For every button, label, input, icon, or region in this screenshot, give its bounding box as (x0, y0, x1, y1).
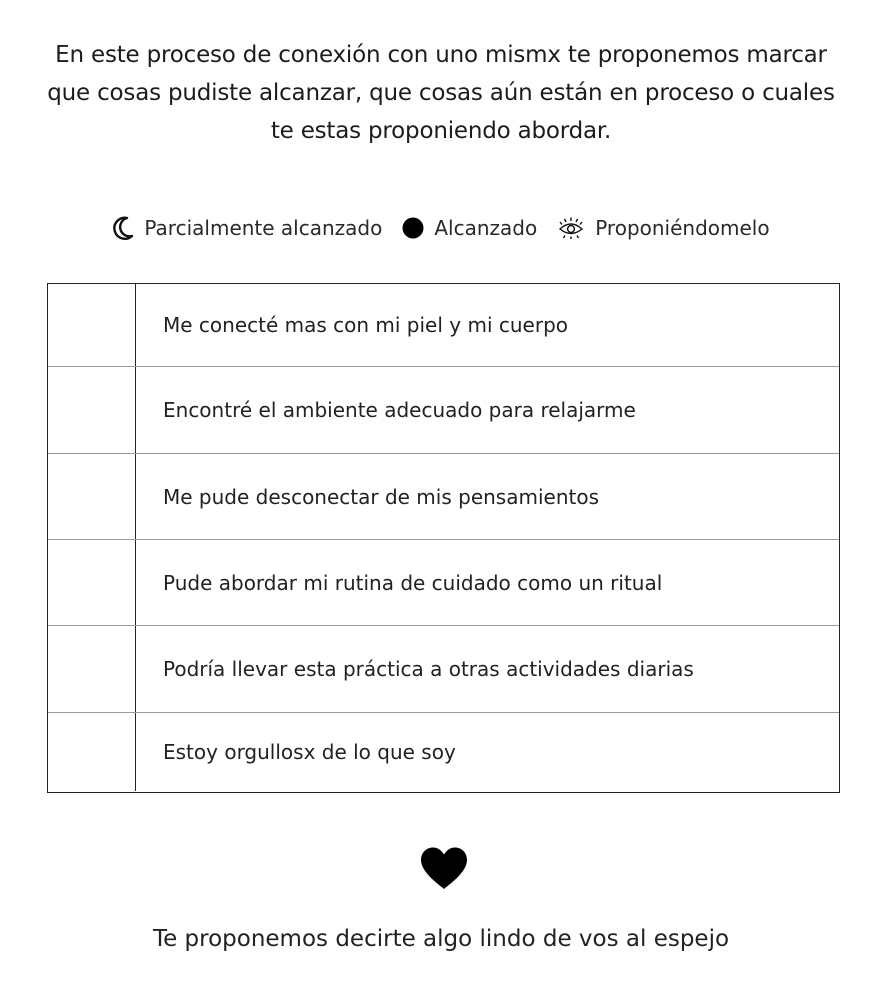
legend-label-partial: Parcialmente alcanzado (144, 216, 383, 240)
checklist-item-text: Estoy orgullosx de lo que soy (163, 740, 456, 764)
intro-text (0, 36, 882, 150)
mark-cell[interactable] (48, 713, 136, 791)
heart-icon (419, 846, 469, 890)
checklist-item-text: Encontré el ambiente adecuado para relajarme (163, 398, 636, 422)
checklist-row (48, 540, 839, 626)
legend-item-intending (557, 216, 769, 240)
checklist-table (47, 283, 840, 793)
checklist-row (48, 284, 839, 367)
checklist-row (48, 454, 839, 540)
mark-cell[interactable] (48, 540, 136, 625)
legend (0, 208, 882, 248)
intro-line-2: que cosas pudiste alcanzar, que cosas aún están en proceso o cuales (47, 80, 835, 106)
mark-cell[interactable] (48, 454, 136, 539)
checklist-row (48, 367, 839, 454)
filled-circle-icon (402, 217, 424, 239)
eye-icon (557, 216, 585, 240)
checklist-row (48, 713, 839, 791)
mark-cell[interactable] (48, 367, 136, 453)
legend-label-intending: Proponiéndomelo (595, 216, 770, 240)
checklist-item-text: Pude abordar mi rutina de cuidado como un ritual (163, 570, 663, 595)
intro-line-3: te estas proponiendo abordar. (270, 118, 612, 144)
legend-item-achieved (402, 216, 537, 240)
checklist-row (48, 626, 839, 713)
checklist-item-text: Podría llevar esta práctica a otras actividades diarias (163, 657, 694, 681)
closing-text: Te proponemos decirte algo lindo de vos al espejo (152, 926, 730, 952)
legend-label-achieved: Alcanzado (434, 216, 538, 240)
intro-line-1: En este proceso de conexión con uno mismx te proponemos marcar (55, 42, 827, 68)
moon-icon (112, 216, 134, 240)
checklist-item-text: Me conecté mas con mi piel y mi cuerpo (163, 313, 568, 337)
legend-item-partial (112, 216, 382, 240)
checklist-item-text: Me pude desconectar de mis pensamientos (163, 484, 599, 509)
mark-cell[interactable] (48, 284, 136, 366)
mark-cell[interactable] (48, 626, 136, 712)
